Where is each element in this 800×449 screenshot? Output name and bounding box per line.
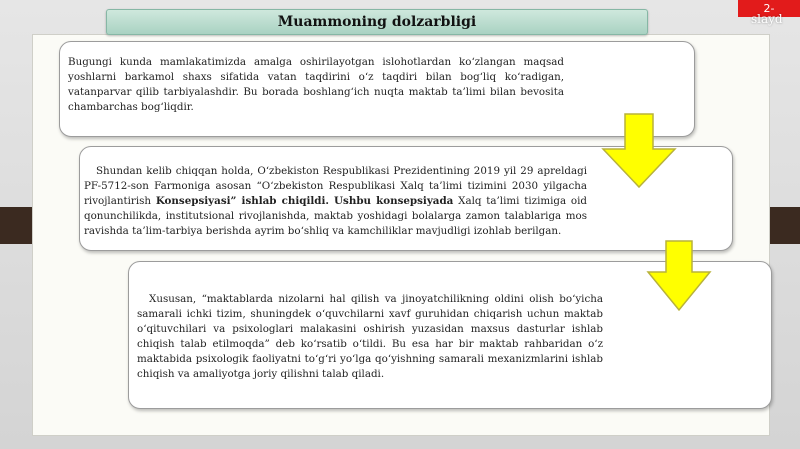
paragraph-1: Bugungi kunda mamlakatimizda amalga oshirilayotgan islohotlardan ko‘zlangan maqsad yoshlarni barkamol shaxs sifatida vatan taqdirini o‘z taqdiri bilan bog‘liq ko‘radigan, vatanparvar qilib tarbiyalashdir. Bu borada boshlang‘ich nuqta maktab ta’limi bilan bevosita chambarchas bog‘liqdir. (68, 56, 564, 113)
left-accent-bar (0, 207, 34, 244)
slide-title: Muammoning dolzarbligi (277, 14, 477, 30)
paragraph-3-text: Xususan, “maktablarda nizolarni hal qilish va jinoyatchilikning oldini olish bo‘yicha samarali ichki tizim, shuningdek o‘quvchilarni xavf guruhidan chiqarish uchun maktab o‘qituvchilari va psixologlari malakasini oshirish yuzasidan maxsus dasturlar ishlab chiqish talab etilmoqda” deb ko‘rsatib o‘tildi. Bu esa har bir maktab rahbaridan o‘z maktabida psixologik faoliyatni to‘g‘ri yo‘lga qo‘yishning samarali mexanizmlarini ishlab chiqish va amaliyotga joriy qilishni talab qiladi. (137, 293, 603, 380)
down-arrow-icon (646, 240, 712, 312)
paragraph-2-part-a: Shundan kelib chiqqan holda, O‘zbekiston Respublikasi Prezidentining 2019 yil 29 apreldagi PF-5712-son Farmoniga asosan “O‘zbekiston Respublikasi Xalq ta’limi tizimini 2030 yilgacha rivojlantirish (84, 165, 587, 207)
paragraph-3 (137, 292, 603, 382)
paragraph-2-part-c: Xalq ta’limi tizimiga oid qonunchilikda, institutsional rivojlanishda, maktab yoshidagi bolalarga zamon talablariga mos ravishda ta’lim-tarbiya berishda ayrim bo‘shliq va kamchiliklar mavjudligi izohlab berilgan. (84, 195, 587, 237)
title-banner (106, 9, 648, 35)
down-arrow-icon (601, 113, 677, 189)
paragraph-2 (84, 164, 587, 239)
paragraph-2-bold: Konsepsiyasi” ishlab chiqildi. Ushbu konsepsiyada (155, 195, 454, 207)
slide-number: 2- (763, 2, 775, 15)
slide-label: slayd (751, 12, 783, 26)
